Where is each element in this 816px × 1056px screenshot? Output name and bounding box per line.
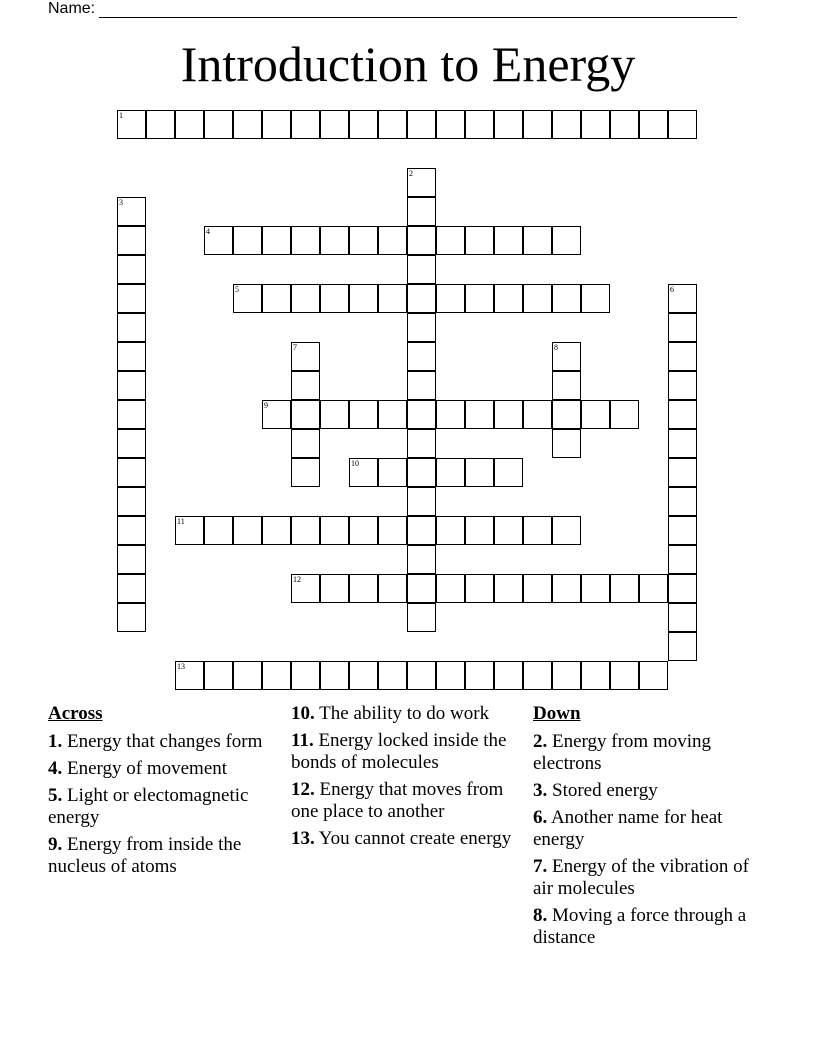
- grid-cell[interactable]: [320, 226, 349, 255]
- grid-cell[interactable]: [436, 110, 465, 139]
- grid-cell[interactable]: [552, 516, 581, 545]
- grid-cell[interactable]: [552, 342, 581, 371]
- across-column-1: [48, 703, 263, 883]
- grid-cell[interactable]: [117, 516, 146, 545]
- grid-cell[interactable]: [465, 400, 494, 429]
- grid-cell[interactable]: [552, 284, 581, 313]
- grid-cell[interactable]: [320, 400, 349, 429]
- grid-cell[interactable]: [407, 487, 436, 516]
- clue-across-12: 12. Energy that moves from one place to another: [291, 779, 504, 822]
- grid-cell[interactable]: [378, 458, 407, 487]
- grid-cell[interactable]: [407, 342, 436, 371]
- grid-cell[interactable]: [407, 371, 436, 400]
- grid-cell[interactable]: [407, 284, 436, 313]
- grid-cell[interactable]: [117, 110, 146, 139]
- grid-cell[interactable]: [175, 516, 204, 545]
- page-title: Introduction to Energy: [180, 36, 636, 92]
- grid-cell[interactable]: [262, 661, 291, 690]
- grid-cell[interactable]: [378, 574, 407, 603]
- grid-cell[interactable]: [552, 429, 581, 458]
- grid-cell[interactable]: [465, 458, 494, 487]
- clue-number: 8: [554, 343, 558, 352]
- grid-cell[interactable]: [117, 458, 146, 487]
- grid-cell[interactable]: [436, 400, 465, 429]
- clue-across-9: 9. Energy from inside the nucleus of atoms: [48, 834, 242, 877]
- grid-cell[interactable]: [494, 400, 523, 429]
- grid-cell[interactable]: [494, 458, 523, 487]
- grid-cell[interactable]: [233, 110, 262, 139]
- clue-across-4: 4. Energy of movement: [48, 758, 228, 779]
- clue-down-6: 6. Another name for heat energy: [533, 807, 723, 850]
- grid-cell[interactable]: [320, 284, 349, 313]
- grid-cell[interactable]: [407, 516, 436, 545]
- grid-cell[interactable]: [610, 661, 639, 690]
- grid-cell[interactable]: [291, 226, 320, 255]
- grid-cell[interactable]: [262, 226, 291, 255]
- grid-cell[interactable]: [552, 226, 581, 255]
- grid-cell[interactable]: [291, 516, 320, 545]
- grid-cell[interactable]: [668, 632, 697, 661]
- clue-down-2: 2. Energy from moving electrons: [533, 731, 712, 774]
- grid-cell[interactable]: [378, 284, 407, 313]
- grid-cell[interactable]: [349, 284, 378, 313]
- grid-cell[interactable]: [407, 110, 436, 139]
- grid-cell[interactable]: [233, 661, 262, 690]
- grid-cell[interactable]: [291, 429, 320, 458]
- grid-cell[interactable]: [581, 400, 610, 429]
- grid-cell[interactable]: [639, 574, 668, 603]
- grid-cell[interactable]: [291, 284, 320, 313]
- grid-cell[interactable]: [552, 110, 581, 139]
- grid-cell[interactable]: [378, 516, 407, 545]
- grid-cell[interactable]: [552, 400, 581, 429]
- grid-cell[interactable]: [668, 603, 697, 632]
- grid-cell[interactable]: [436, 661, 465, 690]
- grid-cell[interactable]: [610, 574, 639, 603]
- clue-number: 9: [264, 401, 268, 410]
- grid-cell[interactable]: [523, 284, 552, 313]
- grid-cell[interactable]: [407, 574, 436, 603]
- grid-cell[interactable]: [117, 487, 146, 516]
- grid-cell[interactable]: [117, 197, 146, 226]
- grid-cell[interactable]: [262, 516, 291, 545]
- grid-cell[interactable]: [117, 400, 146, 429]
- grid-cell[interactable]: [668, 313, 697, 342]
- grid-cell[interactable]: [117, 255, 146, 284]
- grid-cell[interactable]: [291, 400, 320, 429]
- clue-number: 13: [177, 662, 185, 671]
- grid-cell[interactable]: [668, 371, 697, 400]
- grid-cell[interactable]: [117, 284, 146, 313]
- grid-cell[interactable]: [233, 516, 262, 545]
- grid-cell[interactable]: [117, 574, 146, 603]
- clue-number: 2: [409, 169, 413, 178]
- grid-cell[interactable]: [349, 110, 378, 139]
- grid-cell[interactable]: [523, 226, 552, 255]
- grid-cell[interactable]: [320, 574, 349, 603]
- grid-cell[interactable]: [436, 284, 465, 313]
- clue-number: 5: [235, 285, 239, 294]
- grid-cell[interactable]: [523, 661, 552, 690]
- grid-cell[interactable]: [465, 516, 494, 545]
- grid-cell[interactable]: [175, 110, 204, 139]
- grid-cell[interactable]: [668, 516, 697, 545]
- grid-cell[interactable]: [233, 284, 262, 313]
- grid-cell[interactable]: [668, 342, 697, 371]
- grid-cell[interactable]: [378, 110, 407, 139]
- grid-cell[interactable]: [581, 284, 610, 313]
- clue-number: 7: [293, 343, 297, 352]
- grid-cell[interactable]: [465, 284, 494, 313]
- grid-cell[interactable]: [349, 516, 378, 545]
- clue-across-11: 11. Energy locked inside the bonds of molecules: [291, 730, 507, 773]
- down-column: [533, 703, 773, 954]
- grid-cell[interactable]: [349, 574, 378, 603]
- grid-cell[interactable]: [668, 545, 697, 574]
- grid-cell[interactable]: [378, 661, 407, 690]
- grid-cell[interactable]: [349, 400, 378, 429]
- grid-cell[interactable]: [668, 458, 697, 487]
- grid-cell[interactable]: [349, 661, 378, 690]
- grid-cell[interactable]: [262, 284, 291, 313]
- grid-cell[interactable]: [581, 574, 610, 603]
- grid-cell[interactable]: [494, 226, 523, 255]
- grid-cell[interactable]: [262, 110, 291, 139]
- grid-cell[interactable]: [233, 226, 262, 255]
- grid-cell[interactable]: [668, 574, 697, 603]
- grid-cell[interactable]: [523, 574, 552, 603]
- grid-cell[interactable]: [668, 429, 697, 458]
- clue-number: 4: [206, 227, 210, 236]
- grid-cell[interactable]: [320, 516, 349, 545]
- grid-cell[interactable]: [494, 661, 523, 690]
- grid-cell[interactable]: [581, 661, 610, 690]
- grid-cell[interactable]: [639, 110, 668, 139]
- clue-number: 3: [119, 198, 123, 207]
- grid-cell[interactable]: [291, 110, 320, 139]
- grid-cell[interactable]: [291, 342, 320, 371]
- clue-down-7: 7. Energy of the vibration of air molecules: [533, 856, 749, 899]
- grid-cell[interactable]: [407, 661, 436, 690]
- grid-cell[interactable]: [204, 226, 233, 255]
- grid-cell[interactable]: [407, 255, 436, 284]
- across-heading: Across: [48, 703, 103, 724]
- grid-cell[interactable]: [407, 197, 436, 226]
- grid-cell[interactable]: [117, 342, 146, 371]
- grid-cell[interactable]: [494, 110, 523, 139]
- down-heading: Down: [533, 703, 581, 724]
- grid-cell[interactable]: [204, 516, 233, 545]
- grid-cell[interactable]: [668, 487, 697, 516]
- grid-cell[interactable]: [378, 226, 407, 255]
- grid-cell[interactable]: [262, 400, 291, 429]
- grid-cell[interactable]: [407, 458, 436, 487]
- grid-cell[interactable]: [610, 110, 639, 139]
- grid-cell[interactable]: [204, 110, 233, 139]
- clue-across-13: 13. You cannot create energy: [291, 828, 512, 849]
- grid-cell[interactable]: [523, 400, 552, 429]
- across-column-2: [291, 703, 531, 855]
- clue-number: 11: [177, 517, 185, 526]
- grid-cell[interactable]: [465, 226, 494, 255]
- grid-cell[interactable]: [117, 545, 146, 574]
- grid-cell[interactable]: [639, 661, 668, 690]
- grid-cell[interactable]: [552, 574, 581, 603]
- grid-cell[interactable]: [436, 458, 465, 487]
- clue-number: 1: [119, 111, 123, 120]
- clue-number: 12: [293, 575, 301, 584]
- grid-cell[interactable]: [117, 313, 146, 342]
- grid-cell[interactable]: [349, 226, 378, 255]
- grid-cell[interactable]: [668, 284, 697, 313]
- clue-down-3: 3. Stored energy: [533, 780, 658, 801]
- clue-across-1: 1. Energy that changes form: [48, 731, 263, 752]
- clue-number: 6: [670, 285, 674, 294]
- grid-cell[interactable]: [117, 371, 146, 400]
- grid-cell[interactable]: [465, 661, 494, 690]
- grid-cell[interactable]: [668, 400, 697, 429]
- grid-cell[interactable]: [610, 400, 639, 429]
- grid-cell[interactable]: [436, 226, 465, 255]
- grid-cell[interactable]: [407, 429, 436, 458]
- grid-cell[interactable]: [407, 400, 436, 429]
- grid-cell[interactable]: [523, 110, 552, 139]
- grid-cell[interactable]: [349, 458, 378, 487]
- grid-cell[interactable]: [407, 226, 436, 255]
- grid-cell[interactable]: [204, 661, 233, 690]
- grid-cell[interactable]: [175, 661, 204, 690]
- grid-cell[interactable]: [117, 429, 146, 458]
- grid-cell[interactable]: [291, 458, 320, 487]
- clue-across-10: 10. The ability to do work: [291, 703, 490, 724]
- grid-cell[interactable]: [494, 516, 523, 545]
- clue-number: 10: [351, 459, 359, 468]
- clue-down-8: 8. Moving a force through a distance: [533, 905, 747, 948]
- grid-cell[interactable]: [494, 574, 523, 603]
- grid-cell[interactable]: [465, 574, 494, 603]
- clue-across-5: 5. Light or electomagnetic energy: [48, 785, 249, 828]
- grid-cell[interactable]: [407, 603, 436, 632]
- grid-cell[interactable]: [320, 110, 349, 139]
- grid-cell[interactable]: [668, 110, 697, 139]
- grid-cell[interactable]: [465, 110, 494, 139]
- grid-cell[interactable]: [552, 371, 581, 400]
- grid-cell[interactable]: [146, 110, 175, 139]
- grid-cell[interactable]: [407, 545, 436, 574]
- grid-cell[interactable]: [117, 603, 146, 632]
- grid-cell[interactable]: [291, 574, 320, 603]
- grid-cell[interactable]: [291, 371, 320, 400]
- grid-cell[interactable]: [407, 313, 436, 342]
- grid-cell[interactable]: [291, 661, 320, 690]
- grid-cell[interactable]: [320, 661, 349, 690]
- grid-cell[interactable]: [407, 168, 436, 197]
- grid-cell[interactable]: [494, 284, 523, 313]
- grid-cell[interactable]: [552, 661, 581, 690]
- grid-cell[interactable]: [436, 516, 465, 545]
- name-label: Name:: [48, 0, 96, 17]
- grid-cell[interactable]: [378, 400, 407, 429]
- grid-cell[interactable]: [117, 226, 146, 255]
- grid-cell[interactable]: [523, 516, 552, 545]
- grid-cell[interactable]: [581, 110, 610, 139]
- grid-cell[interactable]: [436, 574, 465, 603]
